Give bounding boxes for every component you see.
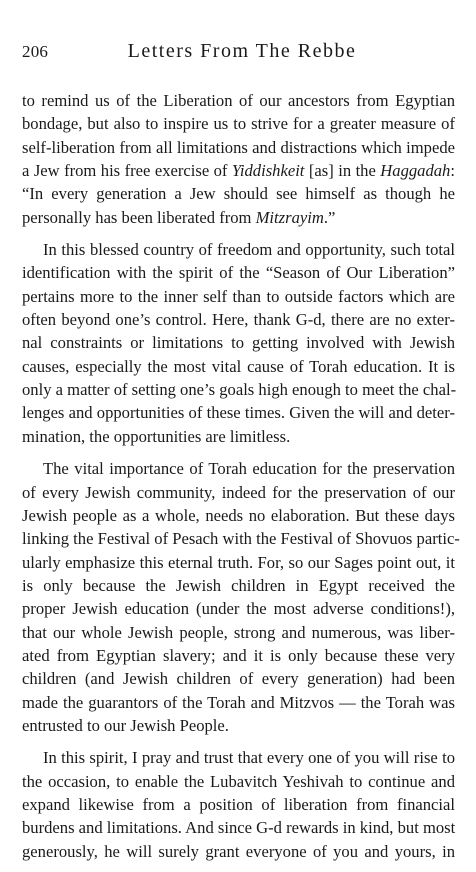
paragraph	[22, 457, 460, 737]
text-run: mination, the opportunities are limitless.	[22, 426, 291, 446]
text-run: .”	[323, 207, 336, 227]
text-line	[22, 746, 455, 769]
running-head: Letters From The Rebbe	[127, 40, 357, 62]
text-run: identification with the spirit of the “Season of Our Liberation”	[22, 263, 455, 283]
text-line	[22, 238, 455, 261]
text-line	[22, 159, 455, 182]
text-line	[22, 691, 455, 714]
text-line	[22, 644, 455, 667]
text-line	[22, 355, 455, 378]
text-line	[22, 308, 455, 331]
text-line	[22, 574, 455, 597]
text-run: [as] in the	[304, 161, 381, 181]
italic-term: Haggadah	[380, 161, 451, 181]
body-text	[22, 89, 460, 872]
text-line	[22, 331, 455, 354]
text-line	[22, 816, 455, 839]
text-line	[22, 793, 455, 816]
text-line	[22, 401, 455, 424]
text-line	[22, 621, 455, 644]
italic-term: Mitzrayim	[255, 207, 324, 227]
text-run: In this blessed country of freedom and opportunity, such total	[43, 240, 455, 260]
text-line	[22, 481, 455, 504]
text-run: nal constraints or limitations to getting involved with Jewish	[22, 333, 455, 353]
text-line	[22, 182, 455, 205]
text-run: to remind us of the Liberation of our ancestors from Egyptian	[22, 91, 455, 110]
text-run: children (and Jewish children of every generation) had been	[22, 669, 455, 689]
page-header	[22, 40, 454, 66]
text-line	[22, 504, 455, 527]
paragraph	[22, 238, 455, 448]
text-line	[22, 770, 455, 793]
text-run: expand likewise from a position of liberation from financial	[22, 794, 455, 814]
text-run: :	[450, 161, 455, 181]
text-run: made the guarantors of the Torah and Mitzvos — the Torah was	[22, 692, 455, 712]
text-line	[22, 378, 455, 401]
text-run: “In every generation a Jew should see himself as though he	[22, 184, 455, 204]
text-run: ated from Egyptian slavery; and it is only because these very	[22, 645, 455, 665]
text-run: causes, especially the most vital cause of Torah education. It is	[22, 356, 455, 376]
text-run: that our whole Jewish people, strong and numerous, was liber-	[22, 622, 455, 642]
text-run: generously, he will surely grant everyone of you and yours, in	[22, 841, 455, 861]
text-run: The vital importance of Torah education for the preservation	[43, 459, 455, 479]
text-line	[22, 667, 455, 690]
text-run: Jewish people as a whole, needs no elaboration. But these days	[22, 505, 455, 525]
text-run: only a matter of setting one’s goals high enough to meet the chal-	[22, 380, 457, 400]
text-run: burdens and limitations. And since G-d rewards in kind, but most	[22, 818, 456, 838]
text-line	[22, 551, 455, 574]
text-line	[22, 597, 455, 620]
text-line	[22, 285, 455, 308]
text-run: self-liberation from all limitations and distractions which impede	[22, 137, 455, 157]
text-run: ularly emphasize this eternal truth. For, so our Sages point out, it	[22, 552, 455, 572]
text-run: is only because the Jewish children in Egypt received the	[22, 575, 455, 595]
text-line	[22, 425, 455, 448]
text-run: personally has been liberated from	[22, 207, 256, 227]
text-line	[22, 714, 455, 737]
text-run: lenges and opportunities of these times. Given the will and deter-	[22, 403, 455, 423]
text-line	[22, 136, 455, 159]
paragraph	[22, 746, 455, 863]
text-run: often beyond one’s control. Here, thank G-d, there are no exter-	[22, 310, 455, 330]
text-run: pertains more to the inner self than to outside factors which are	[22, 286, 455, 306]
text-line	[22, 112, 455, 135]
paragraph	[22, 89, 455, 229]
text-run: a Jew from his free exercise of	[22, 161, 232, 181]
text-run: entrusted to our Jewish People.	[22, 715, 229, 735]
italic-term: Yiddishkeit	[231, 161, 305, 181]
text-run: the occasion, to enable the Lubavitch Yeshivah to continue and	[22, 771, 455, 791]
text-line	[22, 261, 455, 284]
text-line	[22, 527, 460, 550]
text-run: In this spirit, I pray and trust that every one of you will rise to	[43, 748, 455, 768]
text-line	[22, 457, 455, 480]
text-line	[22, 840, 455, 863]
page-number: 206	[22, 42, 49, 61]
text-line	[22, 89, 455, 112]
text-run: proper Jewish education (under the most adverse conditions!),	[22, 599, 455, 619]
text-run: linking the Festival of Pesach with the Festival of Shovuos partic-	[22, 529, 460, 549]
text-run: bondage, but also to inspire us to strive for a greater measure of	[22, 114, 455, 134]
text-line	[22, 206, 455, 229]
text-run: of every Jewish community, indeed for the preservation of our	[22, 482, 455, 502]
